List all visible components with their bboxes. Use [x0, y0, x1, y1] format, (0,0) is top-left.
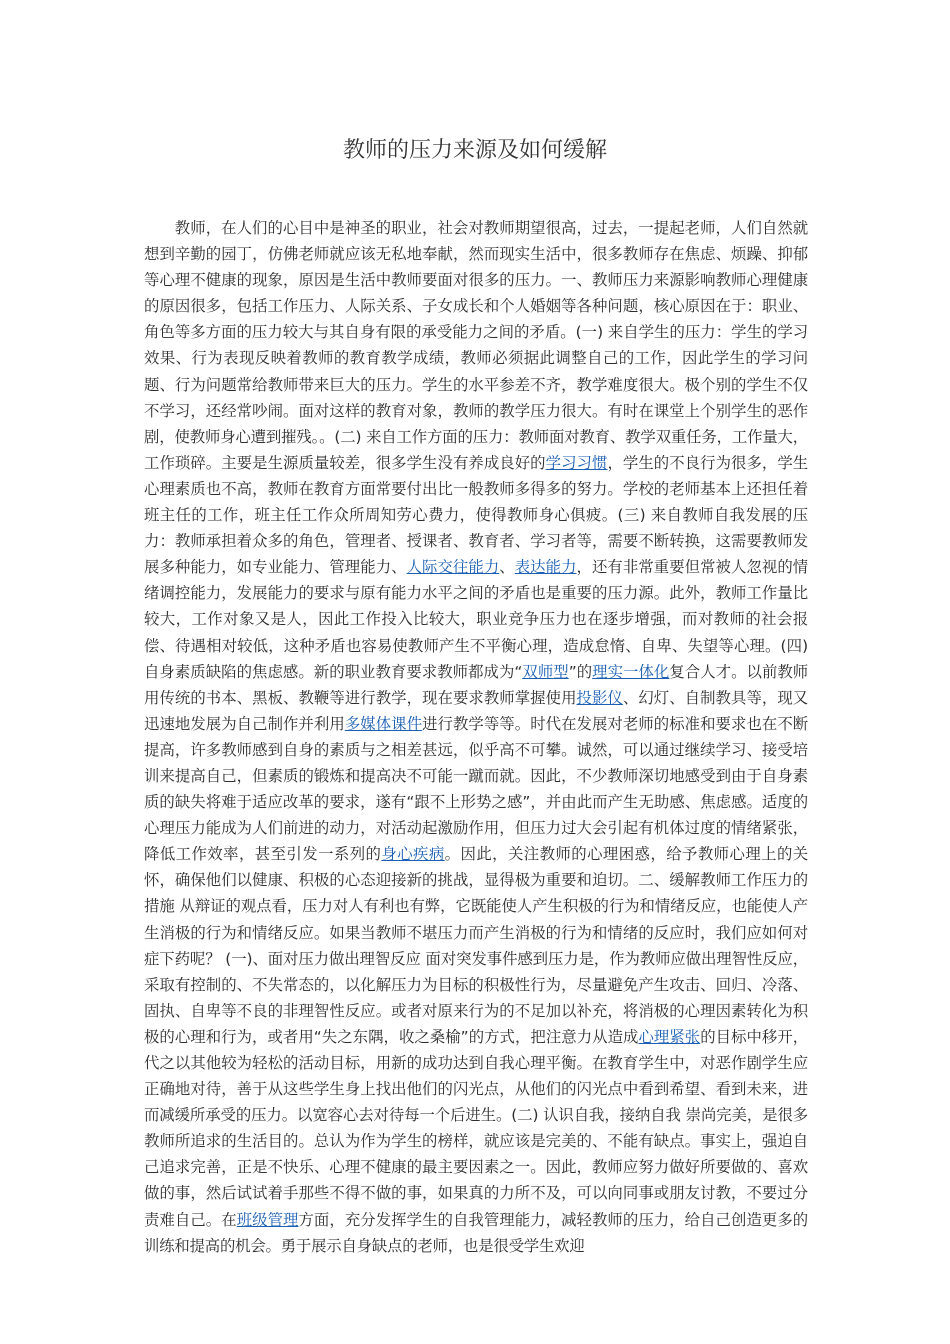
body-text: 。因此，关注教师的心理困惑，给予教师心理上的关怀，确保他们以健康、积极的心态迎接新的挑战，显得极为重要和迫切。二、缓解教师工作压力的措施 从辩证的观点看，压力对人有利也有弊，它既能使人产生积极的行为和情绪反应，也能使人产生消极的行为和情绪反应。如果当教师不堪压力而产生消极的行为和情绪的反应时，我们应如何对症下药呢？ (一)、面对压力做出理智反应 面对突发事件感到压力是，作为教师应做出理智性反应，采取有控制的、不失常态的，以化解压力为目标的积极性行为，尽量避免产生攻击、回归、冷落、固执、自卑等不良的非理智性反应。或者对原来行为的不足加以补充，将消极的心理因素转化为积极的心理和行为，或者用“失之东隅，收之桑榆”的方式，把注意力从造成 — [144, 845, 808, 1046]
inline-link[interactable]: 学习习惯 — [545, 453, 608, 472]
document-body — [144, 215, 808, 1259]
inline-link[interactable]: 多媒体课件 — [344, 714, 423, 733]
body-text: 教师，在人们的心目中是神圣的职业，社会对教师期望很高，过去，一提起老师，人们自然就想到辛勤的园丁，仿佛老师就应该无私地奉献，然而现实生活中，很多教师存在焦虑、烦躁、抑郁等心理不健康的现象，原因是生活中教师要面对很多的压力。一、教师压力来源影响教师心理健康的原因很多，包括工作压力、人际关系、子女成长和个人婚姻等各种问题，核心原因在于：职业、角色等多方面的压力较大与其自身有限的承受能力之间的矛盾。(一) 来自学生的压力：学生的学习效果、行为表现反映着教师的教育教学成绩，教师必须据此调整自己的工作，因此学生的学习问题、行为问题常给教师带来巨大的压力。学生的水平参差不齐，教学难度很大。极个别的学生不仅不学习，还经常吵闹。面对这样的教育对象，教师的教学压力很大。有时在课堂上个别学生的恶作剧，使教师身心遭到摧残。。(二) 来自工作方面的压力：教师面对教育、教学双重任务，工作量大，工作琐碎。主要是生源质量较差，很多学生没有养成良好的 — [144, 219, 808, 472]
inline-link[interactable]: 心理紧张 — [638, 1027, 701, 1046]
inline-link[interactable]: 理实一体化 — [592, 662, 670, 681]
body-text: ”的 — [568, 662, 593, 681]
body-text: 方面，充分发挥学生的自我管理能力，减轻教师的压力，给自己创造更多的训练和提高的机会。勇于展示自身缺点的老师，也是很受学生欢迎 — [144, 1210, 808, 1255]
body-text: 、幻灯、自制教具等，现又迅速地发展为自己制作并利用 — [144, 688, 808, 733]
inline-link[interactable]: 双师型 — [522, 662, 569, 681]
body-text: 进行教学等等。时代在发展对老师的标准和要求也在不断提高，许多教师感到自身的素质与之相差甚远，似乎高不可攀。诚然，可以通过继续学习、接受培训来提高自己，但素质的锻炼和提高决不可能一蹴而就。因此，不少教师深切地感受到由于自身素质的缺失将难于适应改革的要求，遂有“跟不上形势之感”，并由此而产生无助感、焦虑感。适度的心理压力能成为人们前进的动力，对活动起激励作用，但压力过大会引起有机体过度的情绪紧张，降低工作效率，甚至引发一系列的 — [144, 714, 808, 864]
body-text: ，还有非常重要但常被人忽视的情绪调控能力，发展能力的要求与原有能力水平之间的矛盾也是重要的压力源。此外，教师工作量比较大，工作对象又是人，因此工作投入比较大，职业竞争压力也在逐步增强，而对教师的社会报偿、待遇相对较低，这种矛盾也容易使教师产生不平衡心理，造成怠惰、自卑、失望等心理。(四) 自身素质缺陷的焦虑感。新的职业教育要求教师都成为“ — [144, 558, 808, 681]
body-text: 的目标中移开，代之以其他较为轻松的活动目标，用新的成功达到自我心理平衡。在教育学生中，对恶作剧学生应正确地对待，善于从这些学生身上找出他们的闪光点，从他们的闪光点中看到希望、看到未来，进而减缓所承受的压力。以宽容心去对待每一个后进生。(二) 认识自我，接纳自我 崇尚完美，是很多教师所追求的生活目的。总认为作为学生的榜样，就应该是完美的、不能有缺点。事实上，强迫自己追求完善，正是不快乐、心理不健康的最主要因素之一。因此，教师应努力做好所要做的、喜欢做的事，然后试试着手那些不得不做的事，如果真的力所不及，可以向同事或朋友讨教，不要过分责难自己。在 — [144, 1027, 808, 1229]
inline-link[interactable]: 身心疾病 — [381, 845, 445, 864]
body-text: 、 — [499, 558, 515, 577]
body-text: 复合人才。以前教师用传统的书本、黑板、教鞭等进行教学，现在要求教师掌握使用 — [144, 662, 808, 707]
inline-link[interactable]: 班级管理 — [236, 1210, 299, 1229]
document-title: 教师的压力来源及如何缓解 — [342, 138, 607, 163]
body-text: ，学生的不良行为很多，学生心理素质也不高，教师在教育方面常要付出比一般教师多得多的努力。学校的老师基本上还担任着班主任的工作，班主任工作众所周知劳心费力，使得教师身心俱疲。(三) 来自教师自我发展的压力：教师承担着众多的角色，管理者、授课者、教育者、学习者等，需要不断转换，这需要教师发展多种能力，如专业能力、管理能力、 — [144, 453, 808, 577]
inline-link[interactable]: 人际交往能力 — [406, 558, 500, 577]
inline-link[interactable]: 投影仪 — [576, 688, 623, 707]
inline-link[interactable]: 表达能力 — [514, 558, 577, 577]
